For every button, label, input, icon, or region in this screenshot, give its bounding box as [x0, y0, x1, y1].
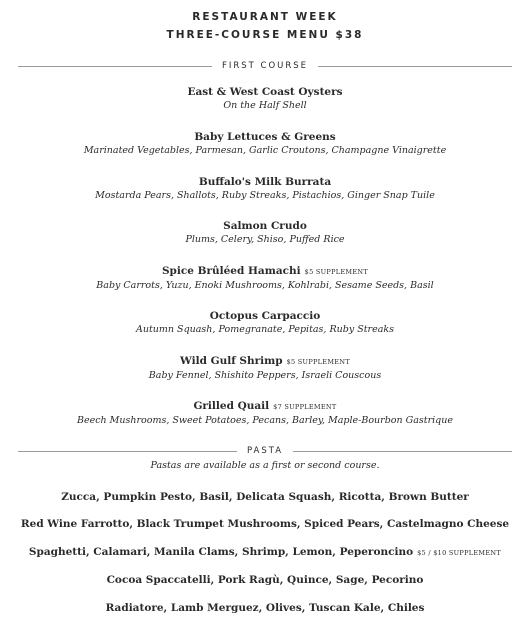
divider-rule-left: [18, 451, 237, 452]
menu-item-name: Grilled Quail: [193, 400, 270, 412]
pasta-item-zucca: Zucca, Pumpkin Pesto, Basil, Delicata Squash, Ricotta, Brown Butter: [61, 491, 469, 503]
menu-item-description: Marinated Vegetables, Parmesan, Garlic Croutons, Champagne Vinaigrette: [83, 145, 447, 156]
menu-item-name: Salmon Crudo: [223, 220, 307, 232]
menu-item-description: Beech Mushrooms, Sweet Potatoes, Pecans, Barley, Maple-Bourbon Gastrique: [76, 415, 453, 426]
menu-item-name-row: [0, 354, 530, 369]
menu-item-octopus-carpaccio: [0, 309, 530, 337]
pasta-item-name: Spaghetti, Calamari, Manila Clams, Shrimp, Lemon, Peperoncino: [28, 546, 414, 558]
pasta-item-farrotto: Red Wine Farrotto, Black Trumpet Mushrooms, Spiced Pears, Castelmagno Cheese: [20, 518, 510, 530]
pasta-item-spaccatelli: Cocoa Spaccatelli, Pork Ragù, Quince, Sage, Pecorino: [106, 574, 424, 586]
supplement-price: $5 SUPPLEMENT: [286, 358, 350, 366]
menu-item-burrata: [0, 175, 530, 203]
menu-item-name: Octopus Carpaccio: [209, 310, 321, 322]
menu-item-hamachi: [0, 264, 530, 293]
menu-title-line1: RESTAURANT WEEK: [192, 11, 338, 23]
menu-item-name: Baby Lettuces & Greens: [194, 131, 336, 143]
menu-item-name: Wild Gulf Shrimp: [180, 355, 283, 367]
first-course-divider: [18, 59, 512, 73]
menu-item-description: Plums, Celery, Shiso, Puffed Rice: [185, 234, 345, 245]
divider-rule-right: [293, 451, 512, 452]
menu-item-name: Buffalo's Milk Burrata: [198, 176, 332, 188]
menu-item-description: Baby Fennel, Shishito Peppers, Israeli Couscous: [148, 370, 382, 381]
pasta-heading: PASTA: [246, 446, 284, 456]
supplement-price: $7 SUPPLEMENT: [273, 403, 337, 411]
menu-item-name-row: [0, 264, 530, 279]
first-course-heading: FIRST COURSE: [221, 61, 309, 71]
menu-item-grilled-quail: [0, 399, 530, 428]
pasta-item-spaghetti: [0, 545, 530, 560]
menu-title-line2: THREE-COURSE MENU $38: [166, 29, 364, 41]
supplement-price: $5 SUPPLEMENT: [304, 268, 369, 276]
menu-item-description: Baby Carrots, Yuzu, Enoki Mushrooms, Kohlrabi, Sesame Seeds, Basil: [96, 280, 434, 291]
divider-rule-right: [318, 66, 512, 67]
menu-item-oysters: [0, 85, 530, 113]
menu-item-name: Spice Brûléed Hamachi: [161, 265, 301, 277]
menu-item-description: On the Half Shell: [223, 100, 307, 111]
supplement-price: $5 / $10 SUPPLEMENT: [417, 549, 502, 557]
pasta-item-radiatore: Radiatore, Lamb Merguez, Olives, Tuscan Kale, Chiles: [105, 602, 425, 614]
menu-item-name-row: [0, 399, 530, 414]
menu-item-gulf-shrimp: [0, 354, 530, 383]
menu-item-name: East & West Coast Oysters: [187, 86, 343, 98]
menu-item-description: Autumn Squash, Pomegranate, Pepitas, Ruby Streaks: [136, 324, 394, 335]
menu-item-description: Mostarda Pears, Shallots, Ruby Streaks, Pistachios, Ginger Snap Tuile: [95, 190, 435, 201]
divider-rule-left: [18, 66, 212, 67]
menu-title: [0, 8, 530, 44]
menu-item-salmon-crudo: [0, 219, 530, 247]
pasta-note: Pastas are available as a first or second course.: [150, 460, 380, 471]
pasta-divider: [18, 444, 512, 458]
menu-item-baby-lettuces: [0, 130, 530, 158]
